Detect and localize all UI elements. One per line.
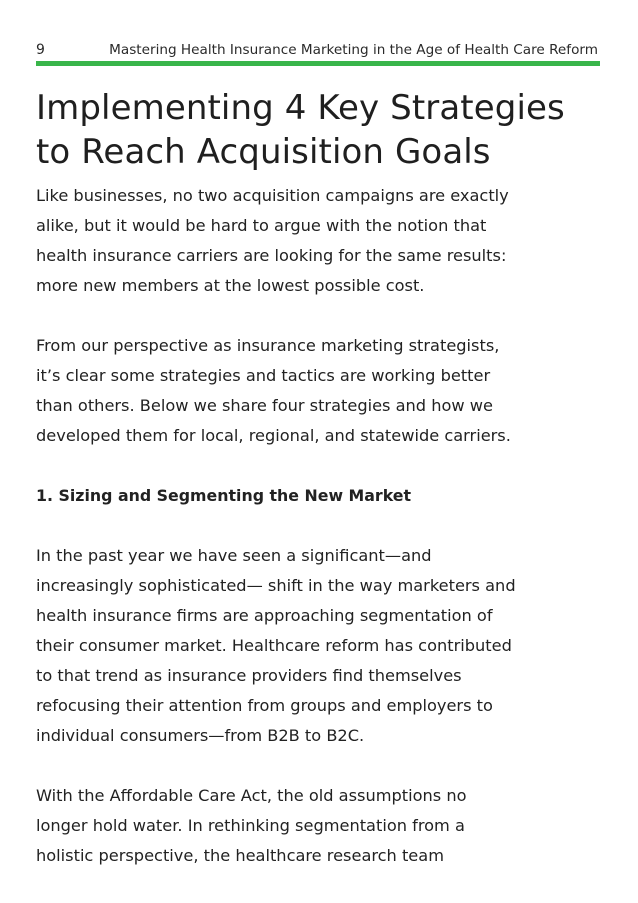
- paragraph-gap: [36, 511, 616, 541]
- text-line: increasingly sophisticated— shift in the way marketers and: [36, 576, 516, 595]
- text-line: From our perspective as insurance marketing strategists,: [36, 336, 500, 355]
- text-line: it’s clear some strategies and tactics are working better: [36, 366, 491, 385]
- text-line: than others. Below we share four strategies and how we: [36, 396, 493, 415]
- paragraph-aca: [36, 781, 616, 871]
- text-line: In the past year we have seen a significant—and: [36, 546, 432, 565]
- paragraph-gap: [36, 451, 616, 481]
- running-title: Mastering Health Insurance Marketing in the Age of Health Care Reform: [109, 42, 598, 58]
- paragraph-gap: [36, 301, 616, 331]
- text-line: health insurance carriers are looking for the same results:: [36, 246, 507, 265]
- page-title-line: to Reach Acquisition Goals: [36, 132, 491, 172]
- text-line: their consumer market. Healthcare reform has contributed: [36, 636, 512, 655]
- section-heading: 1. Sizing and Segmenting the New Market: [36, 486, 412, 505]
- text-line: refocusing their attention from groups and employers to: [36, 696, 493, 715]
- text-line: developed them for local, regional, and statewide carriers.: [36, 426, 511, 445]
- page-title-line: Implementing 4 Key Strategies: [36, 88, 565, 128]
- paragraph-intro: [36, 181, 616, 301]
- page-title: [36, 86, 616, 174]
- text-line: alike, but it would be hard to argue with the notion that: [36, 216, 487, 235]
- text-line: individual consumers—from B2B to B2C.: [36, 726, 365, 745]
- text-line: longer hold water. In rethinking segmentation from a: [36, 816, 465, 835]
- text-line: holistic perspective, the healthcare research team: [36, 846, 444, 865]
- paragraph-segmentation: [36, 541, 616, 751]
- page-number: 9: [36, 42, 45, 58]
- text-line: With the Affordable Care Act, the old assumptions no: [36, 786, 467, 805]
- page-header: [36, 40, 598, 60]
- text-line: more new members at the lowest possible cost.: [36, 276, 425, 295]
- text-line: Like businesses, no two acquisition campaigns are exactly: [36, 186, 509, 205]
- text-line: to that trend as insurance providers find themselves: [36, 666, 462, 685]
- body-text: [36, 181, 616, 871]
- header-rule: [36, 61, 600, 66]
- text-line: health insurance firms are approaching segmentation of: [36, 606, 493, 625]
- paragraph-gap: [36, 751, 616, 781]
- paragraph-perspective: [36, 331, 616, 451]
